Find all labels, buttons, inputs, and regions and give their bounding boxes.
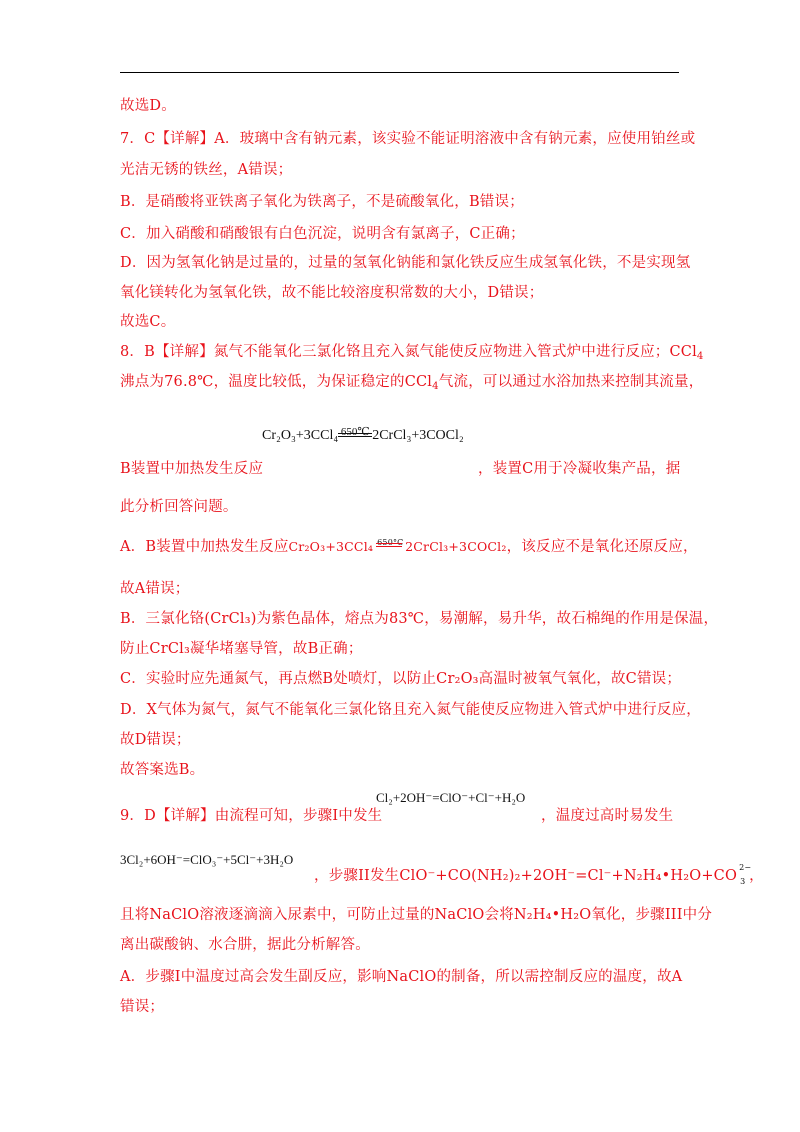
text-line: 故A错误；	[120, 581, 190, 597]
text-span: 8．B【详解】氮气不能氧化三氯化铬且充入氮气能使反应物进入管式炉中进行反应；CCl	[120, 344, 697, 360]
text-line: 错误；	[120, 999, 165, 1015]
text-line: B装置中加热发生反应	[120, 461, 264, 477]
text-line	[120, 372, 703, 392]
equals-sign	[376, 543, 402, 547]
equation-4: 3Cl₂+6OH⁻=ClO₃⁻+5Cl⁻+3H₂O	[120, 852, 294, 867]
text-line: 故选D。	[120, 98, 176, 114]
text-line: 此分析回答问题。	[120, 499, 238, 515]
text-line: 7．C【详解】A．玻璃中含有钠元素，该实验不能证明溶液中含有钠元素，应使用铂丝或	[120, 131, 696, 147]
text-line: ，温度过高时易发生	[541, 808, 674, 824]
equation-2-left: Cr₂O₃+3CCl₄	[288, 539, 374, 554]
text-line: D．X气体为氮气，氮气不能氧化三氯化铬且充入氮气能使反应物进入管式炉中进行反应，	[120, 702, 701, 718]
reaction-condition: 650°C	[377, 538, 404, 547]
text-line: 光洁无锈的铁丝，A错误；	[120, 162, 293, 178]
subscript: 3	[740, 877, 746, 886]
text-span: 气流，可以通过水浴加热来控制其流量，	[438, 374, 704, 390]
subscript: 4	[696, 351, 704, 362]
text-line: B．三氯化铬(CrCl₃)为紫色晶体，熔点为83℃，易潮解，易升华，故石棉绳的作用是保温，	[120, 611, 719, 627]
equals-sign	[338, 433, 372, 437]
text-line: 且将NaClO溶液逐滴滴入尿素中，可防止过量的NaClO会将N₂H₄•H₂O氧化，步骤III中分	[120, 907, 713, 923]
text-line	[120, 537, 698, 557]
text-line	[314, 863, 764, 886]
reaction-condition: 650℃	[340, 426, 370, 438]
text-line: 离出碳酸钠、水合肼，据此分析解答。	[120, 937, 370, 953]
header-rule	[120, 72, 679, 73]
text-span: ，步骤II发生ClO⁻+CO(NH₂)₂+2OH⁻=Cl⁻+N₂H₄•H₂O+CO	[314, 868, 738, 884]
text-line: 防止CrCl₃凝华堵塞导管，故B正确；	[120, 641, 363, 657]
text-line: ，装置C用于冷凝收集产品，据	[478, 461, 681, 477]
text-line: 9．D【详解】由流程可知，步骤I中发生	[120, 808, 383, 824]
reaction-arrow	[376, 538, 404, 551]
text-line	[120, 342, 704, 362]
text-line: C．实验时应先通氮气，再点燃B处喷灯，以防止Cr₂O₃高温时被氧气氧化，故C错误；	[120, 671, 682, 687]
text-span: 沸点为76.8℃，温度比较低，为保证稳定的CCl	[120, 374, 433, 390]
text-span: ，该反应不是氧化还原反应，	[506, 539, 698, 555]
subscript: 4	[432, 381, 439, 392]
equation-right: 2CrCl₃+3COCl₂	[372, 428, 464, 443]
text-span: A．B装置中加热发生反应	[120, 539, 289, 555]
text-line: 氧化镁转化为氢氧化铁，故不能比较溶度积常数的大小，D错误；	[120, 285, 544, 301]
text-line: 故选C。	[120, 314, 176, 330]
text-line: 故答案选B。	[120, 762, 205, 778]
text-line: D．因为氢氧化钠是过量的，过量的氢氧化钠能和氯化铁反应生成氢氧化铁，不是实现氢	[120, 255, 691, 271]
text-line: C．加入硝酸和硝酸银有白色沉淀，说明含有氯离子，C正确；	[120, 226, 525, 242]
equation-2-right: 2CrCl₃+3COCl₂	[405, 539, 507, 554]
text-line: 故D错误；	[120, 732, 191, 748]
equation-3: Cl₂+2OH⁻=ClO⁻+Cl⁻+H₂O	[376, 790, 526, 805]
superscript: 2−	[739, 863, 752, 872]
text-line: B．是硝酸将亚铁离子氧化为铁离子，不是硫酸氧化，B错误；	[120, 194, 524, 210]
equation-1	[262, 428, 464, 444]
equation-left: Cr₂O₃+3CCl₄	[262, 428, 339, 443]
text-line: A．步骤I中温度过高会发生副反应，影响NaClO的制备，所以需控制反应的温度，故A	[120, 969, 683, 985]
text-span: ，	[749, 868, 764, 884]
reaction-arrow	[338, 426, 372, 439]
